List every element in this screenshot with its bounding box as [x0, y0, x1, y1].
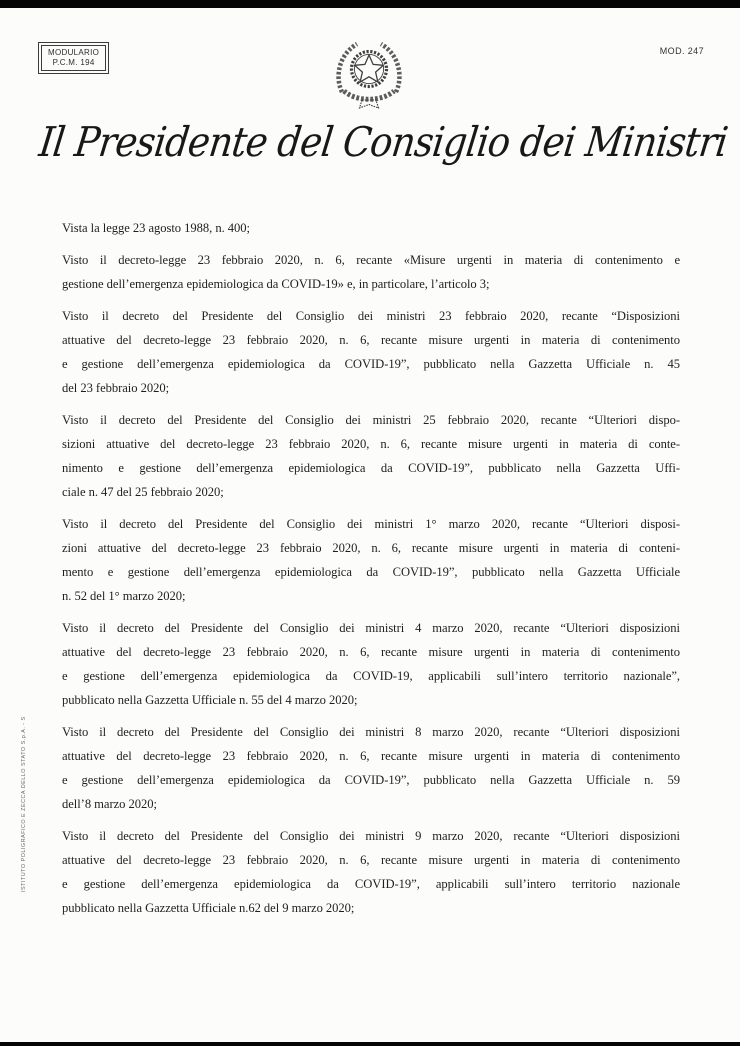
emblem-of-italian-republic-icon: [332, 36, 406, 118]
paragraph-line: pubblicato nella Gazzetta Ufficiale n. 55 del 4 marzo 2020;: [62, 693, 358, 707]
paragraph-line: Visto il decreto del Presidente del Consiglio dei ministri 9 marzo 2020, recante “Ulteriori disposizioni: [62, 829, 680, 843]
scan-edge-bar-bottom: [0, 1042, 740, 1046]
paragraph: [62, 824, 680, 920]
paragraph-line: dell’8 marzo 2020;: [62, 797, 157, 811]
scan-edge-bar-top: [0, 0, 740, 8]
paragraph-line: e gestione dell’emergenza epidemiologica da COVID-19”, applicabili sull’intero territorio nazionale: [62, 877, 680, 891]
paragraph-line: sizioni attuative del decreto-legge 23 febbraio 2020, n. 6, recante misure urgenti in materia di conte-: [62, 437, 680, 451]
paragraph: [62, 616, 680, 712]
paragraph-line: zioni attuative del decreto-legge 23 febbraio 2020, n. 6, recante misure urgenti in materia di conteni-: [62, 541, 680, 555]
paragraph-line: gestione dell’emergenza epidemiologica da COVID-19» e, in particolare, l’articolo 3;: [62, 277, 490, 291]
printer-imprint-vertical: ISTITUTO POLIGRAFICO E ZECCA DELLO STATO S.p.A. - S: [21, 716, 27, 892]
paragraph: [62, 408, 680, 504]
paragraph-line: e gestione dell’emergenza epidemiologica da COVID-19”, pubblicato nella Gazzetta Ufficiale n. 59: [62, 773, 680, 787]
paragraph-line: del 23 febbraio 2020;: [62, 381, 170, 395]
paragraph-line: Visto il decreto del Presidente del Consiglio dei ministri 4 marzo 2020, recante “Ulteriori disposizioni: [62, 621, 680, 635]
paragraph: [62, 248, 680, 296]
modulario-stamp: [38, 42, 109, 74]
paragraph-line: Visto il decreto del Presidente del Consiglio dei ministri 23 febbraio 2020, recante “Disposizioni: [62, 309, 680, 323]
decree-paragraphs: [62, 216, 680, 928]
paragraph: [62, 720, 680, 816]
paragraph: [62, 216, 680, 240]
modulario-code: P.C.M. 194: [52, 58, 95, 67]
paragraph: [62, 304, 680, 400]
letterhead-title-script: Il Presidente del Consiglio dei Ministri: [36, 118, 730, 166]
paragraph-line: Visto il decreto del Presidente del Consiglio dei ministri 1° marzo 2020, recante “Ulteriori disposi-: [62, 517, 680, 531]
paragraph-line: attuative del decreto-legge 23 febbraio 2020, n. 6, recante misure urgenti in materia di contenimento: [62, 333, 680, 347]
paragraph-line: Visto il decreto-legge 23 febbraio 2020, n. 6, recante «Misure urgenti in materia di contenimento e: [62, 253, 680, 267]
paragraph-line: ciale n. 47 del 25 febbraio 2020;: [62, 485, 224, 499]
paragraph-line: Visto il decreto del Presidente del Consiglio dei ministri 25 febbraio 2020, recante “Ulteriori dispo-: [62, 413, 680, 427]
mod-number-label: MOD. 247: [659, 46, 704, 56]
paragraph-line: attuative del decreto-legge 23 febbraio 2020, n. 6, recante misure urgenti in materia di contenimento: [62, 853, 680, 867]
modulario-label: MODULARIO: [48, 48, 100, 57]
paragraph-line: mento e gestione dell’emergenza epidemiologica da COVID-19”, pubblicato nella Gazzetta Ufficiale: [62, 565, 680, 579]
paragraph-line: Visto il decreto del Presidente del Consiglio dei ministri 8 marzo 2020, recante “Ulteriori disposizioni: [62, 725, 680, 739]
paragraph-line: nimento e gestione dell’emergenza epidemiologica da COVID-19”, pubblicato nella Gazzetta Uffi-: [62, 461, 680, 475]
paragraph-line: e gestione dell’emergenza epidemiologica da COVID-19, applicabili sull’intero territorio nazionale”,: [62, 669, 680, 683]
paragraph-line: Vista la legge 23 agosto 1988, n. 400;: [62, 221, 250, 235]
paragraph: [62, 512, 680, 608]
paragraph-line: n. 52 del 1° marzo 2020;: [62, 589, 186, 603]
paragraph-line: pubblicato nella Gazzetta Ufficiale n.62 del 9 marzo 2020;: [62, 901, 355, 915]
paragraph-line: attuative del decreto-legge 23 febbraio 2020, n. 6, recante misure urgenti in materia di contenimento: [62, 645, 680, 659]
paragraph-line: e gestione dell’emergenza epidemiologica da COVID-19”, pubblicato nella Gazzetta Ufficiale n. 45: [62, 357, 680, 371]
paragraph-line: attuative del decreto-legge 23 febbraio 2020, n. 6, recante misure urgenti in materia di contenimento: [62, 749, 680, 763]
